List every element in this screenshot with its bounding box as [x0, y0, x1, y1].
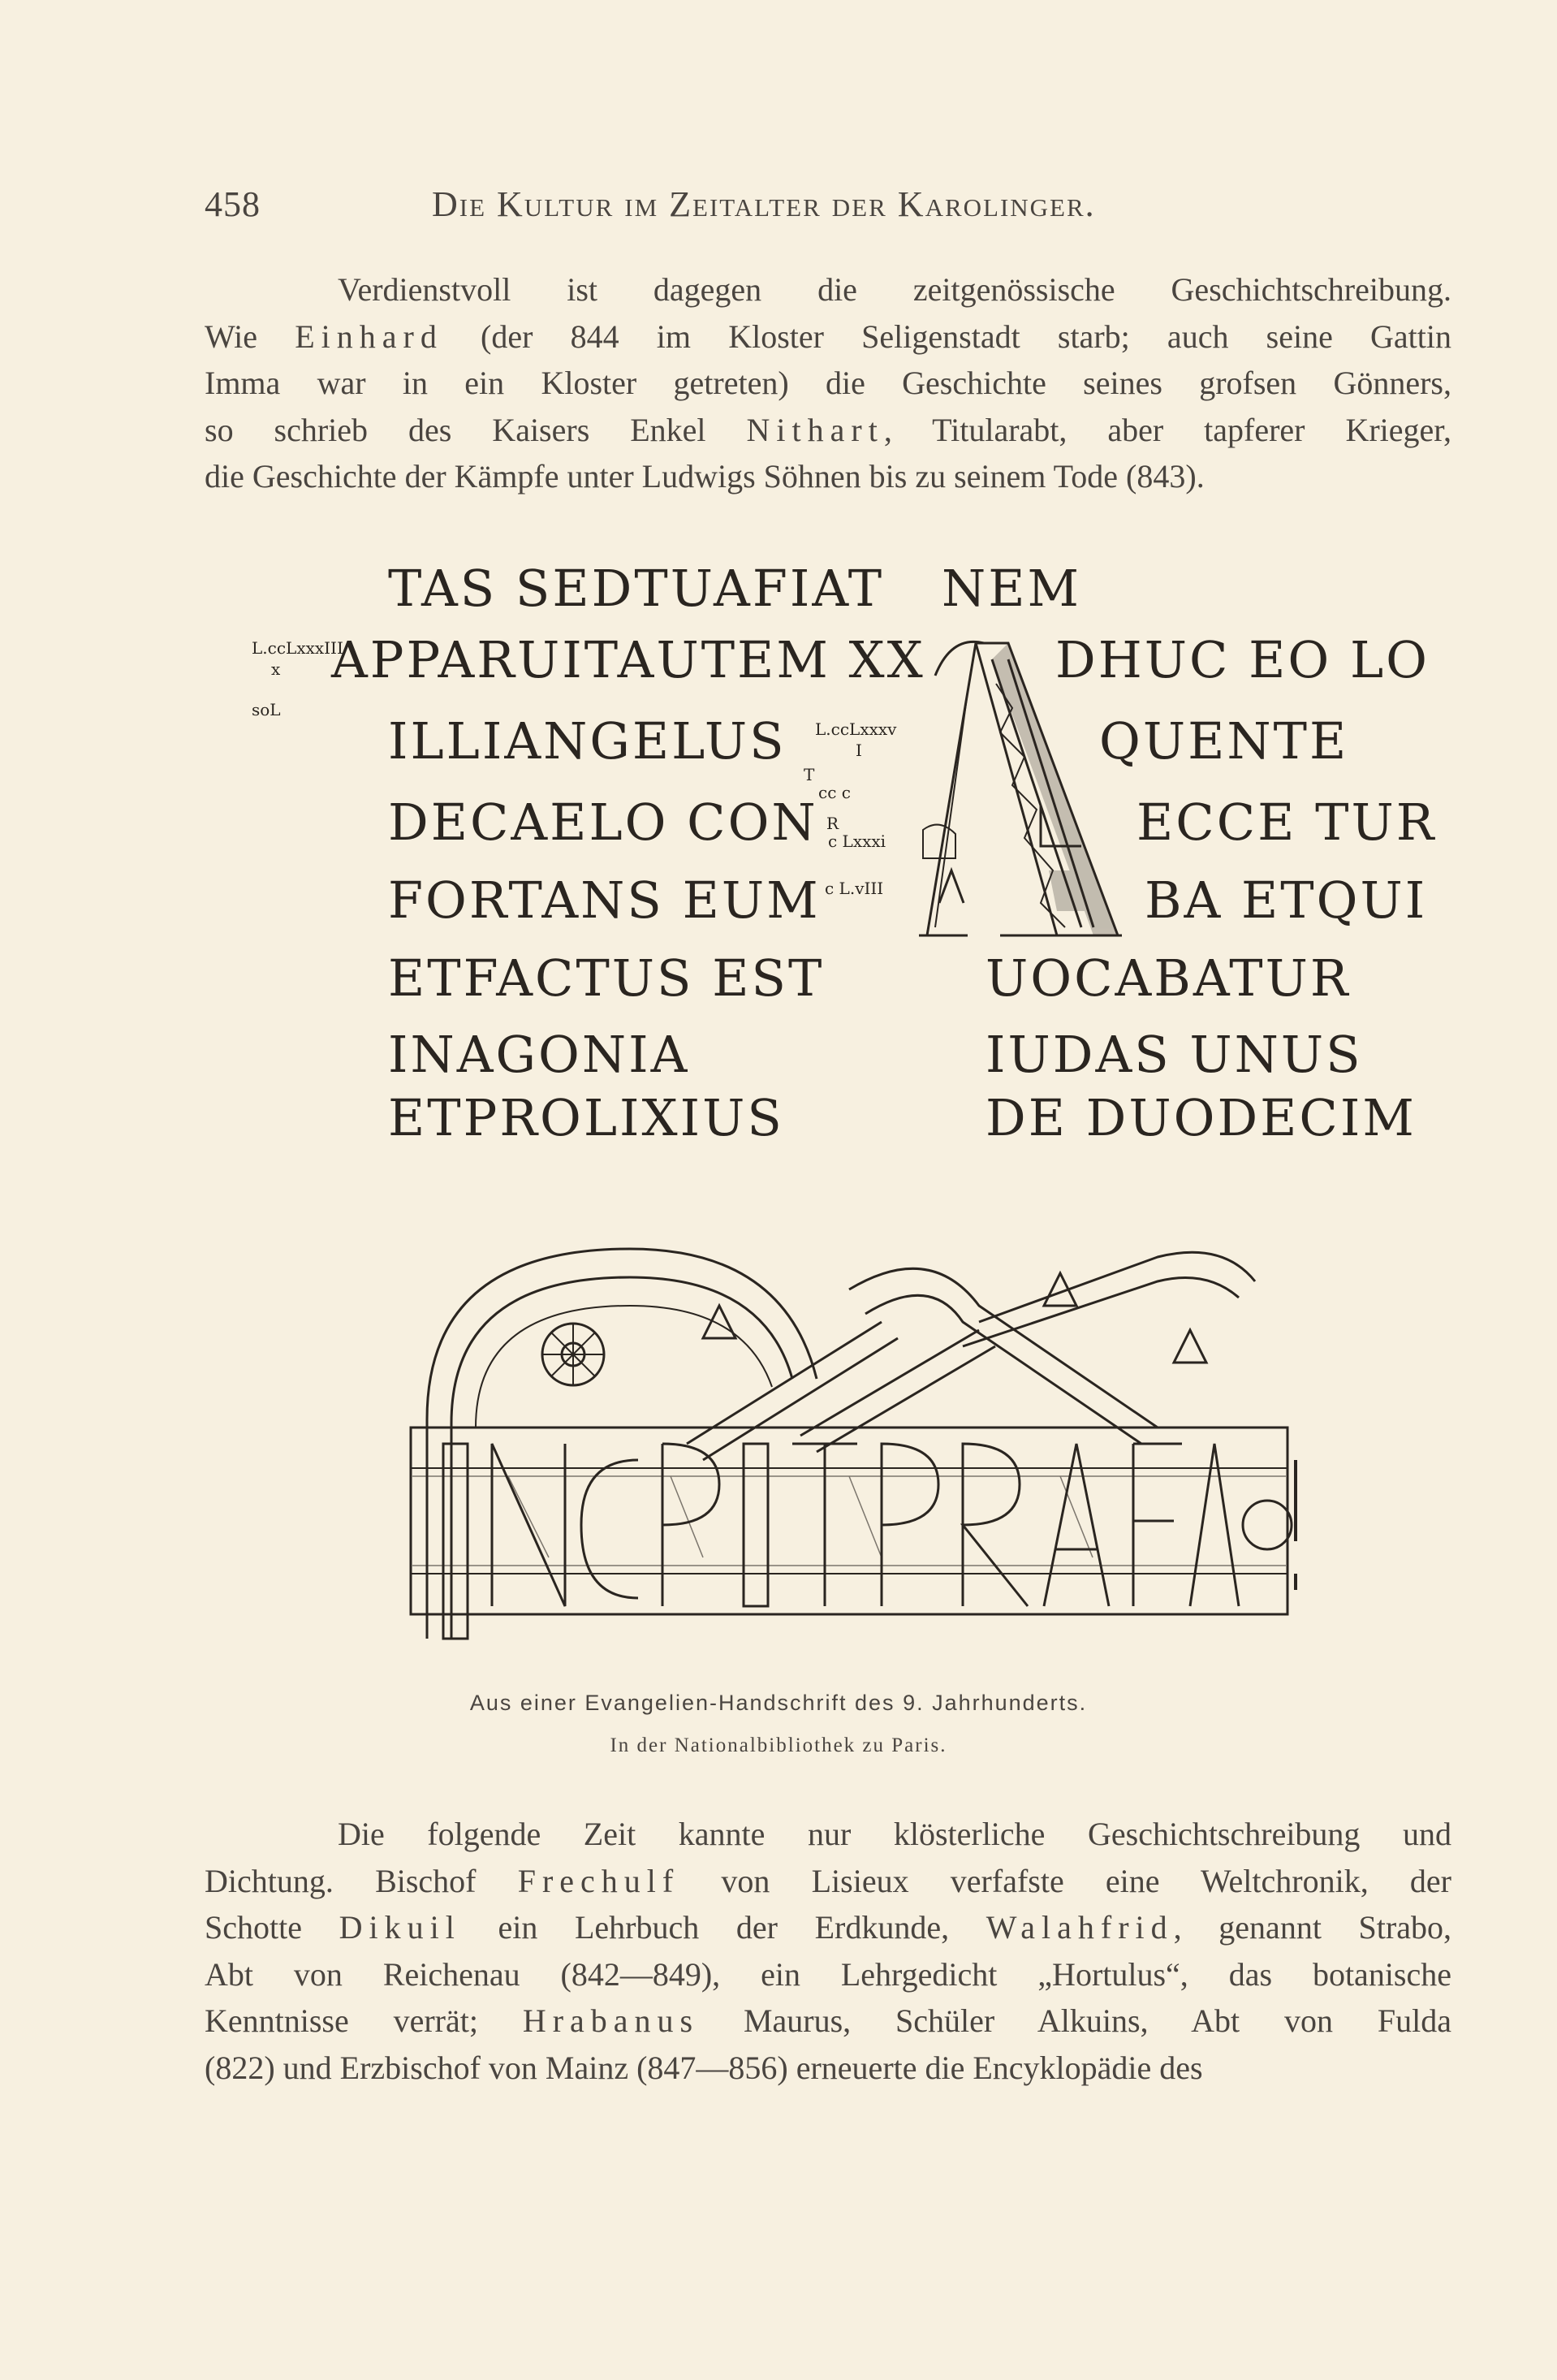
canon-note: T	[804, 765, 815, 784]
text-line: Schotte Dikuil ein Lehrbuch der Erdkunde, Walahfrid, genannt Strabo,	[205, 1909, 1451, 1946]
manuscript-line: ETFACTUS EST	[388, 948, 825, 1008]
manuscript-line: FORTANS EUM	[388, 870, 821, 930]
person-name: Hrabanus	[522, 2002, 700, 2039]
person-name: Walahfrid	[986, 1909, 1174, 1946]
manuscript-line: ETPROLIXIUS	[388, 1088, 784, 1147]
canon-note: L.ccLxxxIII	[252, 638, 343, 658]
manuscript-line: QUENTE	[1099, 711, 1349, 771]
text-line: die Geschichte der Kämpfe unter Ludwigs Söhnen bis zu seinem Tode (843).	[205, 458, 1205, 495]
manuscript-line: DHUC EO LO	[1055, 630, 1430, 689]
text-line: Abt von Reichenau (842—849), ein Lehrgedicht „Hortulus“, das botanische	[205, 1955, 1451, 1993]
text-line: Die folgende Zeit kannte nur klösterliche Geschichtschreibung und	[338, 1816, 1451, 1852]
manuscript-line: DECAELO CON	[388, 793, 818, 852]
text-line: Imma war in ein Kloster getreten) die Geschichte seines grofsen Gönners,	[205, 365, 1451, 401]
manuscript-line: ILLIANGELUS	[388, 711, 787, 771]
figure-caption: Aus einer Evangelien-Handschrift des 9. Jahrhunderts.	[469, 1691, 1088, 1715]
canon-note: c L.vIII	[825, 879, 884, 898]
canon-note: R	[826, 814, 839, 833]
canon-note: cc c	[818, 783, 851, 802]
manuscript-line: IUDAS UNUS	[986, 1025, 1363, 1084]
manuscript-line: INAGONIA	[388, 1025, 690, 1084]
manuscript-line: UOCABATUR	[986, 948, 1351, 1008]
text-line: Kenntnisse verrät; Hrabanus Maurus, Schüler Alkuins, Abt von Fulda	[205, 2002, 1451, 2039]
text-line: Wie Einhard (der 844 im Kloster Seligenstadt starb; auch seine Gattin	[205, 317, 1451, 355]
manuscript-line: TAS SEDTUAFIAT	[388, 559, 885, 618]
person-name: Einhard	[295, 317, 443, 355]
manuscript-line: NEM	[942, 559, 1081, 618]
canon-note: L.ccLxxxv	[815, 719, 897, 739]
figure-source: In der Nationalbibliothek zu Paris.	[610, 1734, 947, 1756]
manuscript-line: APPARUITAUTEM XX	[331, 630, 925, 689]
canon-note: I	[856, 741, 862, 760]
text-line: Dichtung. Bischof Frechulf von Lisieux verfafste eine Weltchronik, der	[205, 1862, 1451, 1899]
manuscript-line: BA ETQUI	[1145, 870, 1428, 930]
person-name: Nithart	[746, 411, 884, 448]
running-title: Die Kultur im Zeitalter der Karolinger.	[432, 184, 1096, 224]
person-name: Dikuil	[339, 1909, 461, 1946]
text-line: (822) und Erzbischof von Mainz (847—856) erneuerte die Encyklopädie des	[205, 2049, 1203, 2086]
manuscript-line: ECCE TUR	[1136, 793, 1437, 852]
manuscript-line: DE DUODECIM	[986, 1088, 1417, 1147]
page-number: 458	[205, 184, 261, 224]
person-name: Frechulf	[517, 1862, 680, 1899]
canon-note: x	[271, 659, 281, 679]
text-line: so schrieb des Kaisers Enkel Nithart, Titularabt, aber tapferer Krieger,	[205, 411, 1452, 448]
ornamental-banner	[362, 1233, 1304, 1655]
canon-note: c Lxxxi	[828, 831, 886, 851]
text-line: Verdienstvoll ist dagegen die zeitgenössische Geschichtschreibung.	[338, 271, 1451, 308]
canon-note: soL	[252, 700, 281, 719]
paragraph-2	[205, 1811, 1451, 2091]
